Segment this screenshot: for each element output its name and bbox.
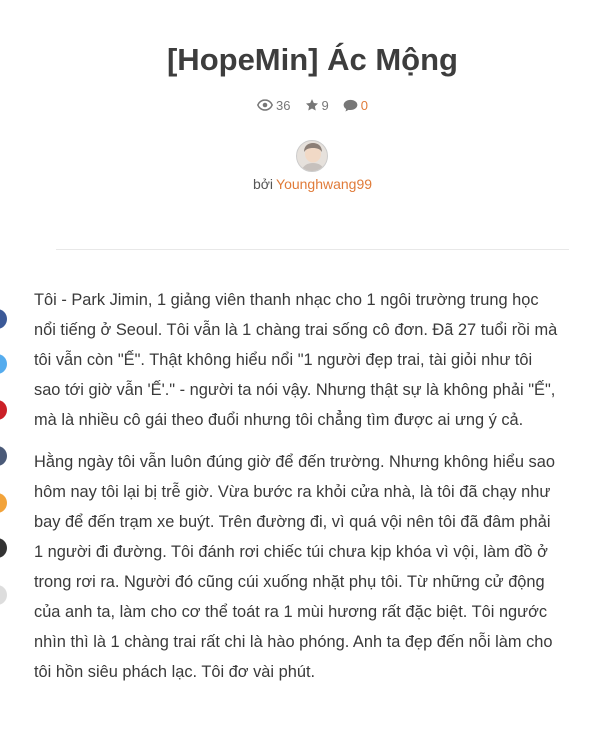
story-paragraph: Tôi - Park Jimin, 1 giảng viên thanh nhạc cho 1 ngôi trường trung học nổi tiếng ở Seoul. Tôi vẫn là 1 chàng trai sống cô đơn. Đã 27 tuổi rồi mà tôi vẫn còn "Ế". Thật không hiểu nổi "1 người đẹp trai, tài giỏi như tôi sao tới giờ vẫn 'Ế'." - người ta nói vậy. Nhưng thật sự là không phải "Ế", mà là nhiều cô gái theo đuổi nhưng tôi chẳng tìm được ai ưng ý cả. [34,291,558,429]
more-share-button[interactable] [0,585,7,605]
author-avatar[interactable] [296,140,328,172]
views-stat [257,98,290,113]
story-stats [0,95,611,115]
facebook-share-button[interactable] [0,309,7,329]
author-name-link[interactable]: Younghwang99 [276,176,373,192]
comments-stat[interactable] [343,98,368,113]
story-content [34,285,562,699]
author-line [0,174,611,194]
email-share-button[interactable] [0,538,7,558]
twitter-share-button[interactable] [0,354,7,374]
story-paragraph: Hằng ngày tôi vẫn luôn đúng giờ để đến trường. Nhưng không hiểu sao hôm nay tôi lại bị trễ giờ. Vừa bước ra khỏi cửa nhà, là tôi đã chạy như bay để đến trạm xe buýt. Trên đường đi, vì quá vội nên tôi đã đâm phải 1 người đi đường. Tôi đánh rơi chiếc túi chưa kịp khóa vì vội, làm đồ ở trong rơi ra. Người đó cũng cúi xuống nhặt phụ tôi. Từ những cử động của anh ta, làm cho cơ thể toát ra 1 mùi hương rất đặc biệt. Tôi ngước nhìn thì là 1 chàng trai rất chi là hào phóng. Anh ta đẹp đến nỗi làm cho tôi hồn siêu phách lạc. Tôi đơ vài phút. [34,453,555,681]
star-icon [305,98,319,112]
reddit-share-button[interactable] [0,493,7,513]
header-divider [56,249,569,250]
pinterest-share-button[interactable] [0,400,7,420]
author-prefix: bởi [252,176,274,192]
avatar-image [297,141,328,172]
comment-icon [343,99,358,112]
votes-count: 9 [321,97,329,113]
views-count: 36 [276,97,291,113]
tumblr-share-button[interactable] [0,446,7,466]
eye-icon [257,99,273,111]
comments-count[interactable]: 0 [360,97,368,113]
votes-stat [305,98,329,113]
story-title: [HopeMin] Ác Mộng [166,42,458,77]
